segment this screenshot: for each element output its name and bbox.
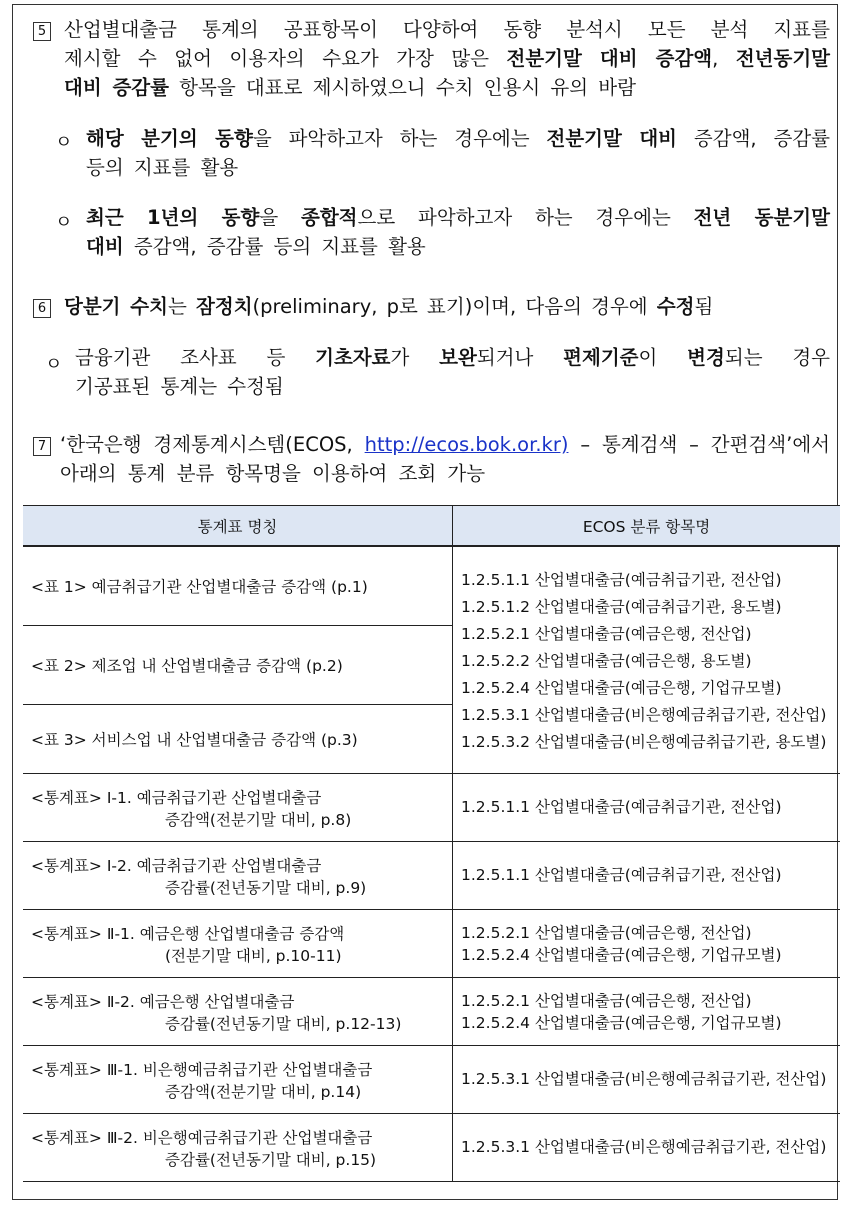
ecos-codes-cell: 1.2.5.2.1 산업별대출금(예금은행, 전산업) 1.2.5.2.4 산업별대출금(예금은행, 기업규모별) [453, 910, 841, 978]
ecos-classification-table [23, 505, 840, 1182]
note6-bullet: 금융기관 조사표 등 기초자료가 보완되거나 편제기준이 변경되는 경우 기공표된 통계는 수정됨 [75, 346, 831, 398]
ecos-codes-cell: 1.2.5.1.1 산업별대출금(예금취급기관, 전산업) 1.2.5.1.2 산업별대출금(예금취급기관, 용도별) 1.2.5.2.1 산업별대출금(예금은행, 전산업) 1.2.5.2.2 산업별대출금(예금은행, 용도별) 1.2.5.2.4 산업별대출금(예금은행, 기업규모별) 1.2.5.3.1 산업별대출금(비은행예금취급기관, 전산업) 1.2.5.3.2 산업별대출금(비은행예금취급기관, 용도별) [453, 546, 841, 774]
table-name-cell: <표 3> 서비스업 내 산업별대출금 증감액 (p.3) [23, 705, 453, 774]
table-row [23, 774, 840, 842]
ecos-codes-cell: 1.2.5.3.1 산업별대출금(비은행예금취급기관, 전산업) [453, 1046, 841, 1114]
table-row [23, 1114, 840, 1182]
table-name-cell: <표 2> 제조업 내 산업별대출금 증감액 (p.2) [23, 626, 453, 705]
note5-line2: 제시할 수 없어 이용자의 수요가 가장 많은 전분기말 대비 증감액, 전년동기말 [64, 47, 830, 70]
table-name-cell: <통계표> Ⅰ-2. 예금취급기관 산업별대출금 증감률(전년동기말 대비, p.9) [23, 842, 453, 910]
note7-paragraph: ‘한국은행 경제통계시스템(ECOS, http://ecos.bok.or.kr) – 통계검색 – 간편검색’에서 아래의 통계 분류 항목명을 이용하여 조회 가능 [60, 433, 830, 485]
bullet-mark: ㅇ [55, 212, 73, 233]
note-number-6: 6 [33, 299, 51, 318]
table-name-cell: <통계표> Ⅲ-2. 비은행예금취급기관 산업별대출금 증감률(전년동기말 대비, p.15) [23, 1114, 453, 1182]
bullet-mark: ㅇ [55, 132, 73, 153]
column-header-table-name: 통계표 명칭 [23, 506, 453, 547]
ecos-codes-cell: 1.2.5.2.1 산업별대출금(예금은행, 전산업) 1.2.5.2.4 산업별대출금(예금은행, 기업규모별) [453, 978, 841, 1046]
table-name-cell: <통계표> Ⅱ-2. 예금은행 산업별대출금 증감률(전년동기말 대비, p.12-13) [23, 978, 453, 1046]
table-row [23, 546, 840, 626]
column-header-ecos-item: ECOS 분류 항목명 [453, 506, 841, 547]
note5-bullet1: 해당 분기의 동향을 파악하고자 하는 경우에는 전분기말 대비 증감액, 증감률 등의 지표를 활용 [86, 127, 831, 179]
table-name-cell: <통계표> Ⅰ-1. 예금취급기관 산업별대출금 증감액(전분기말 대비, p.8) [23, 774, 453, 842]
bullet-mark: ㅇ [45, 354, 63, 375]
table-row [23, 978, 840, 1046]
ecos-link[interactable]: http://ecos.bok.or.kr) [364, 433, 569, 456]
note5-paragraph [64, 15, 830, 102]
note5-bullet2: 최근 1년의 동향을 종합적으로 파악하고자 하는 경우에는 전년 동분기말 대비 증감액, 증감률 등의 지표를 활용 [86, 206, 830, 258]
note-number-5: 5 [33, 22, 51, 41]
note-number-7: 7 [33, 437, 51, 456]
table-row [23, 1046, 840, 1114]
table-name-cell: <통계표> Ⅲ-1. 비은행예금취급기관 산업별대출금 증감액(전분기말 대비, p.14) [23, 1046, 453, 1114]
ecos-codes-cell: 1.2.5.3.1 산업별대출금(비은행예금취급기관, 전산업) [453, 1114, 841, 1182]
note5-line1: 산업별대출금 통계의 공표항목이 다양하여 동향 분석시 모든 분석 지표를 [64, 18, 830, 41]
ecos-codes-cell: 1.2.5.1.1 산업별대출금(예금취급기관, 전산업) [453, 774, 841, 842]
table-name-cell: <통계표> Ⅱ-1. 예금은행 산업별대출금 증감액 (전분기말 대비, p.10-11) [23, 910, 453, 978]
note6-paragraph: 당분기 수치는 잠정치(preliminary, p로 표기)이며, 다음의 경우에 수정됨 [64, 295, 714, 318]
table-name-cell: <표 1> 예금취급기관 산업별대출금 증감액 (p.1) [23, 546, 453, 626]
note5-line3: 대비 증감률 항목을 대표로 제시하였으니 수치 인용시 유의 바람 [64, 76, 636, 99]
table-row [23, 910, 840, 978]
ecos-codes-cell: 1.2.5.1.1 산업별대출금(예금취급기관, 전산업) [453, 842, 841, 910]
table-header-row [23, 506, 840, 547]
table-row [23, 842, 840, 910]
